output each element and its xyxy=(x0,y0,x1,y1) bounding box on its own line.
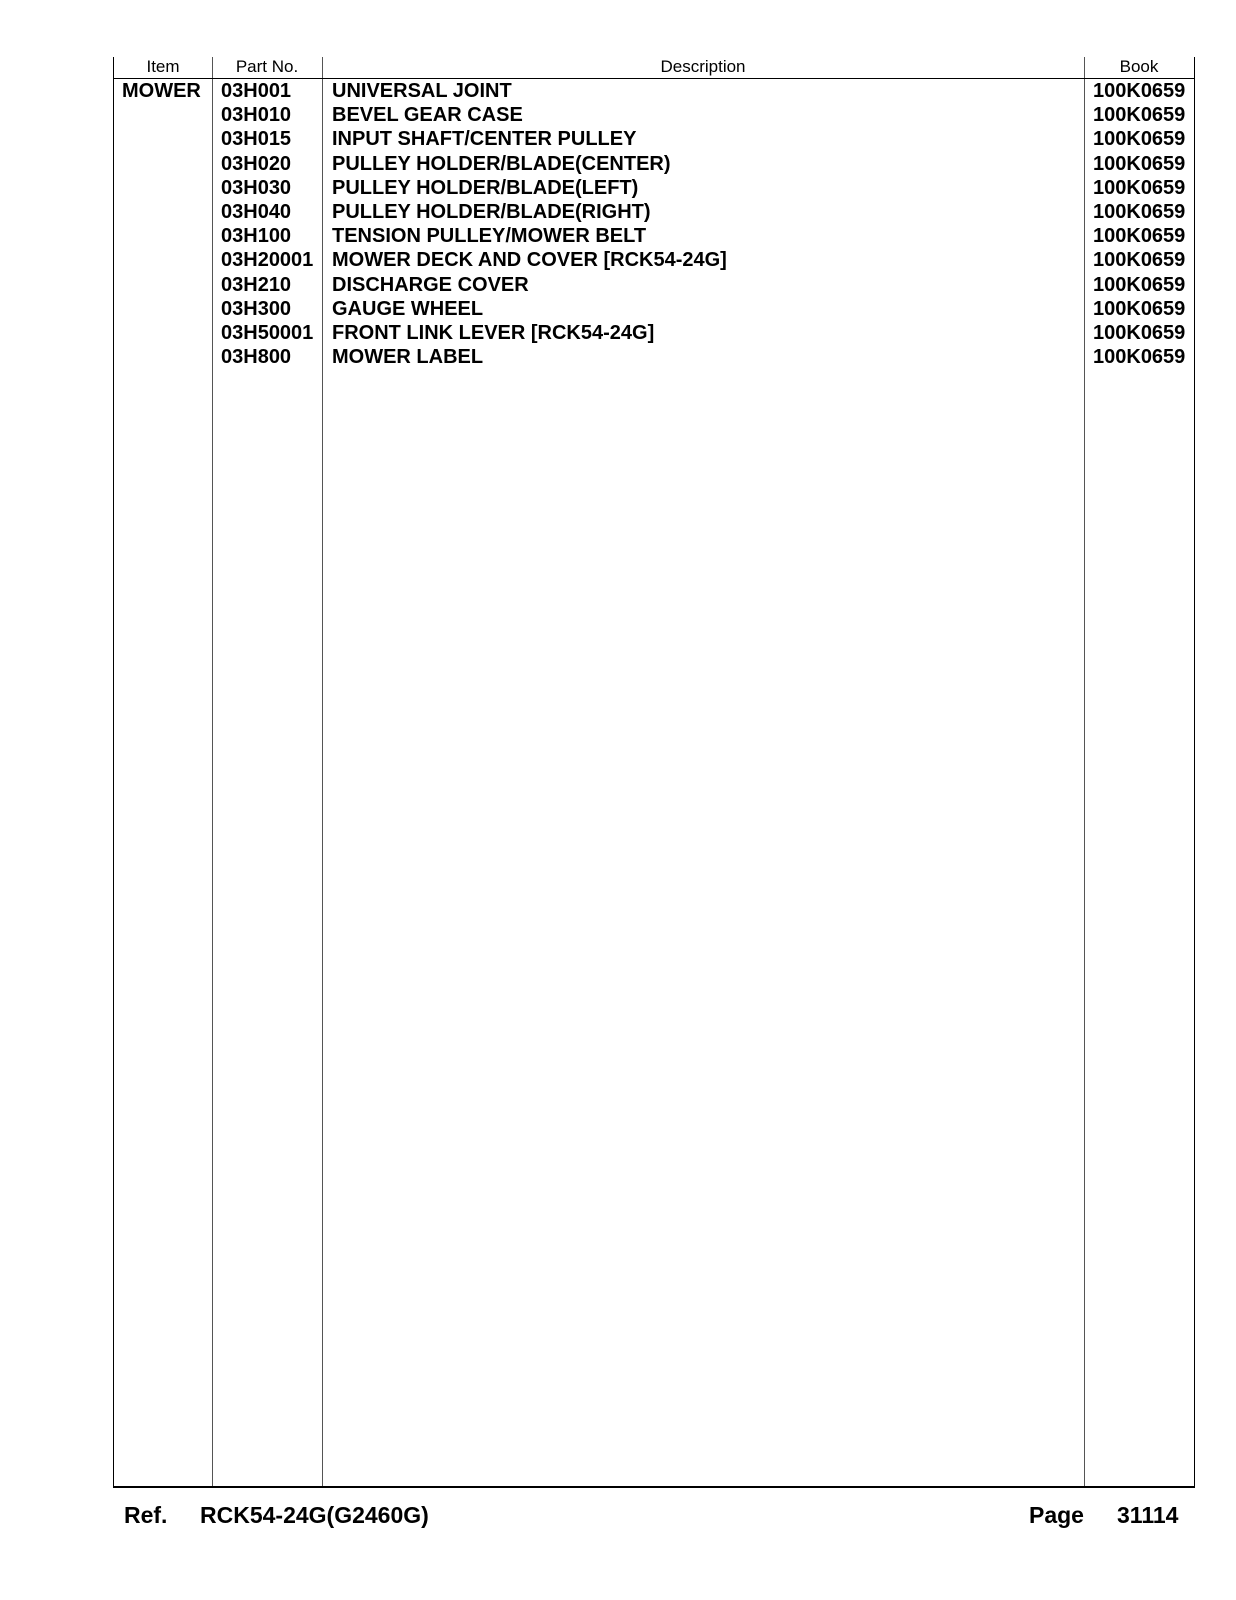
part-description: TENSION PULLEY/MOWER BELT xyxy=(332,225,647,248)
header-item: Item xyxy=(146,57,180,76)
part-description: INPUT SHAFT/CENTER PULLEY xyxy=(332,128,637,151)
part-description: MOWER LABEL xyxy=(332,346,484,369)
table-row xyxy=(0,152,1236,176)
part-number: 03H100 xyxy=(221,225,292,248)
header-book: Book xyxy=(1119,57,1159,76)
part-description: MOWER DECK AND COVER [RCK54-24G] xyxy=(332,249,727,272)
table-row xyxy=(0,248,1236,272)
part-description: DISCHARGE COVER xyxy=(332,273,529,296)
part-description: UNIVERSAL JOINT xyxy=(332,80,512,102)
table-row xyxy=(0,273,1236,297)
part-number: 03H800 xyxy=(221,346,292,369)
part-description: FRONT LINK LEVER [RCK54-24G] xyxy=(332,321,655,344)
table-row xyxy=(0,127,1236,151)
part-number: 03H20001 xyxy=(221,249,314,272)
table-row xyxy=(0,321,1236,345)
footer-page-number: 31114 xyxy=(1117,1502,1179,1528)
table-bottom-border xyxy=(113,1486,1195,1488)
part-number: 03H030 xyxy=(221,176,292,199)
book-number: 100K0659 xyxy=(1093,346,1186,369)
part-number: 03H010 xyxy=(221,104,292,127)
table-row xyxy=(0,297,1236,321)
book-number: 100K0659 xyxy=(1093,128,1186,151)
table-row xyxy=(0,200,1236,224)
table-row xyxy=(0,224,1236,248)
part-number: 03H001 xyxy=(221,80,292,102)
book-number: 100K0659 xyxy=(1093,176,1186,199)
book-number: 100K0659 xyxy=(1093,80,1186,102)
part-description: GAUGE WHEEL xyxy=(332,297,484,320)
part-number: 03H040 xyxy=(221,200,292,223)
table-row xyxy=(0,79,1236,103)
part-number: 03H020 xyxy=(221,152,292,175)
part-number: 03H015 xyxy=(221,128,292,151)
part-number: 03H210 xyxy=(221,273,292,296)
part-description: PULLEY HOLDER/BLADE(RIGHT) xyxy=(332,200,651,223)
header-part-no: Part No. xyxy=(235,57,299,76)
footer-page-label: Page xyxy=(1029,1502,1084,1528)
item-group-label: MOWER xyxy=(122,80,201,102)
book-number: 100K0659 xyxy=(1093,104,1186,127)
table-row xyxy=(0,345,1236,369)
part-description: PULLEY HOLDER/BLADE(CENTER) xyxy=(332,152,671,175)
part-number: 03H300 xyxy=(221,297,292,320)
book-number: 100K0659 xyxy=(1093,249,1186,272)
footer-ref-label: Ref. xyxy=(124,1502,168,1528)
table-row xyxy=(0,176,1236,200)
part-description: BEVEL GEAR CASE xyxy=(332,104,523,127)
book-number: 100K0659 xyxy=(1093,273,1186,296)
footer-model: RCK54-24G(G2460G) xyxy=(200,1502,429,1528)
book-number: 100K0659 xyxy=(1093,321,1186,344)
header-description: Description xyxy=(660,57,746,76)
book-number: 100K0659 xyxy=(1093,200,1186,223)
book-number: 100K0659 xyxy=(1093,225,1186,248)
book-number: 100K0659 xyxy=(1093,152,1186,175)
parts-list xyxy=(0,79,1236,369)
book-number: 100K0659 xyxy=(1093,297,1186,320)
part-description: PULLEY HOLDER/BLADE(LEFT) xyxy=(332,176,639,199)
part-number: 03H50001 xyxy=(221,321,314,344)
table-row xyxy=(0,103,1236,127)
